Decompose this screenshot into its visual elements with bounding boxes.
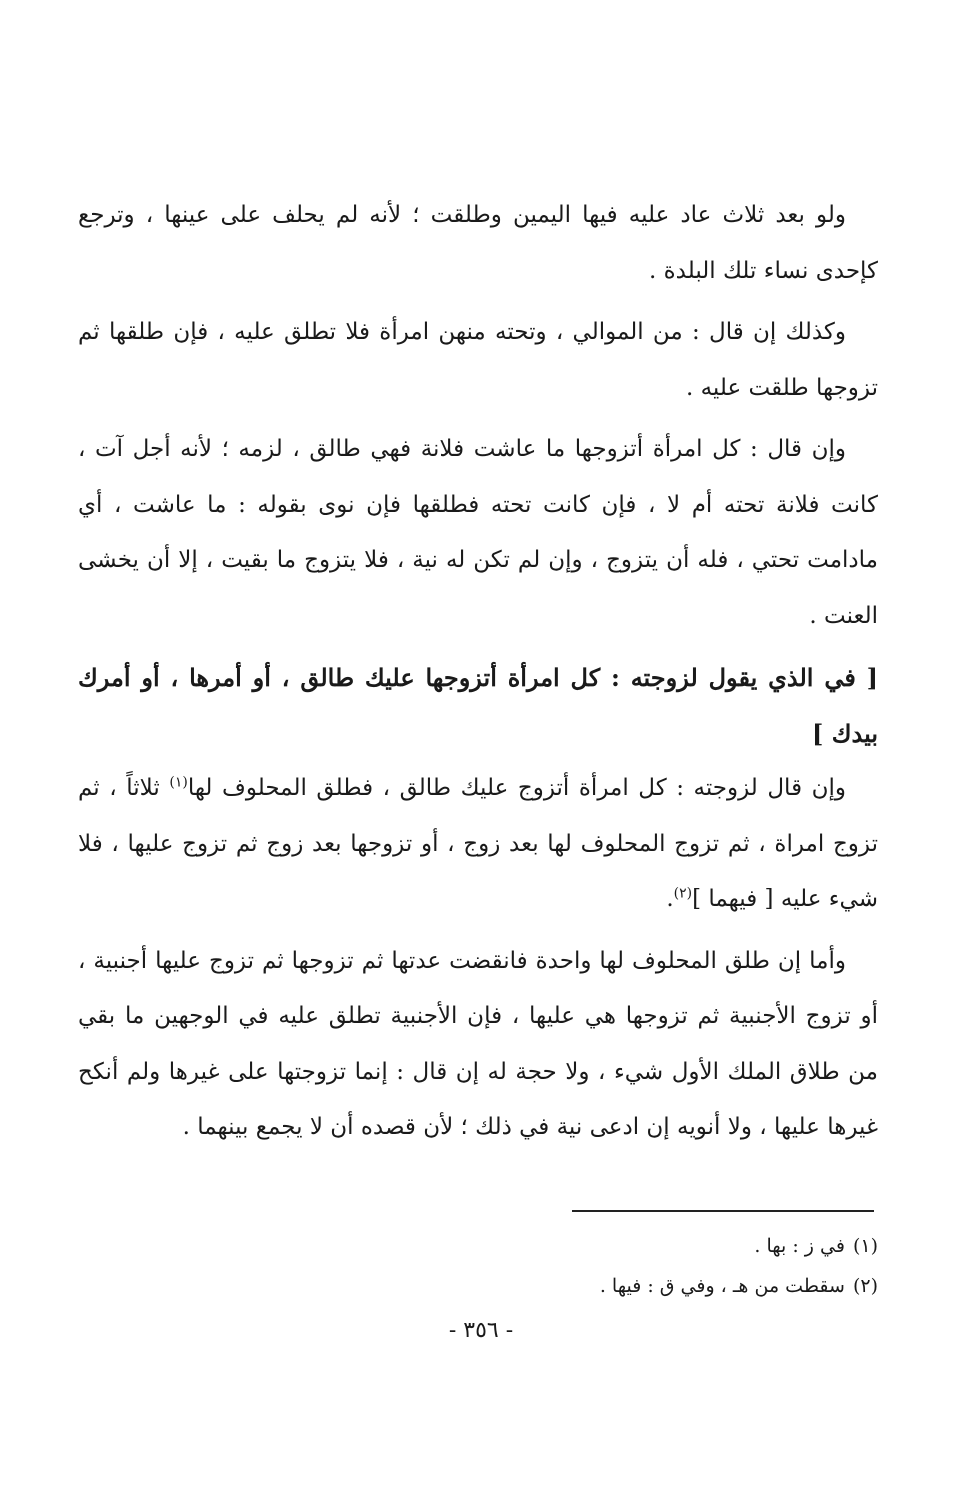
footnote-text: سقطت من هـ ، وفي ق : فيها . — [599, 1275, 845, 1297]
paragraph-2: وكذلك إن قال : من الموالي ، وتحته منهن امرأة فلا تطلق عليه ، فإن طلقها ثم تزوجها طلقت عليه . — [78, 319, 878, 401]
paragraph-4-part-1: وإن قال لزوجته : كل امرأة أتزوج عليك طالق ، فطلق المحلوف لها — [187, 775, 847, 801]
footnote-number: (١) — [852, 1235, 878, 1257]
paragraph-5: وأما إن طلق المحلوف لها واحدة فانقضت عدتها ثم تزوجها ثم تزوج عليها أجنبية ، أو تزوج الأجنبية ثم تزوجها هي عليها ، فإن الأجنبية تطلق عليه في الوجهين ما بقي من طلاق الملك الأول شيء ، ولا حجة له إن قال : إنما تزوجتها على غيرها ولم أنكح غيرها عليها ، ولا أنويه إن ادعى نية في ذلك ؛ لأن قصده أن لا يجمع بينهما . — [78, 947, 878, 1140]
paragraph-4 — [78, 761, 878, 928]
footnote-ref-2: (٢) — [673, 885, 693, 902]
paragraph-1: ولو بعد ثلاث عاد عليه فيها اليمين وطلقت ؛ لأنه لم يحلف على عينها ، وترجع كإحدى نساء تلك البلدة . — [78, 202, 878, 284]
footnote-ref-1: (١) — [169, 774, 188, 791]
footnote-1 — [300, 1226, 878, 1266]
main-text — [78, 188, 878, 1162]
footnote-number: (٢) — [852, 1275, 878, 1297]
paragraph-3: وإن قال : كل امرأة أتزوجها ما عاشت فلانة فهي طالق ، لزمه ؛ لأنه أجل آت ، كانت فلانة تحته أم لا ، فإن كانت تحته فطلقها فإن نوى بقوله : ما عاشت ، أي مادامت تحتي ، فله أن يتزوج ، وإن لم تكن له نية ، فلا يتزوج ما بقيت ، إلا أن يخشى العنت . — [78, 436, 878, 629]
page-number: - ٣٥٦ - — [448, 1318, 514, 1343]
footnote-text: في ز : بها . — [754, 1235, 845, 1257]
footnotes — [300, 1226, 878, 1306]
footnote-divider — [572, 1210, 874, 1212]
paragraph-4-part-2: ثلاثاً ، ثم تزوج امراة ، ثم تزوج المحلوف لها بعد زوج ، أو تزوجها بعد زوج ثم تزوج عليها ، فلا شيء عليه [ فيهما ] — [78, 775, 878, 912]
footnote-2 — [300, 1266, 878, 1306]
paragraph-4-part-3: . — [666, 886, 674, 912]
section-heading: [ في الذي يقول لزوجته : كل امرأة أتزوجها عليك طالق ، أو أمرها ، أو أمرك بيدك ] — [78, 663, 878, 748]
